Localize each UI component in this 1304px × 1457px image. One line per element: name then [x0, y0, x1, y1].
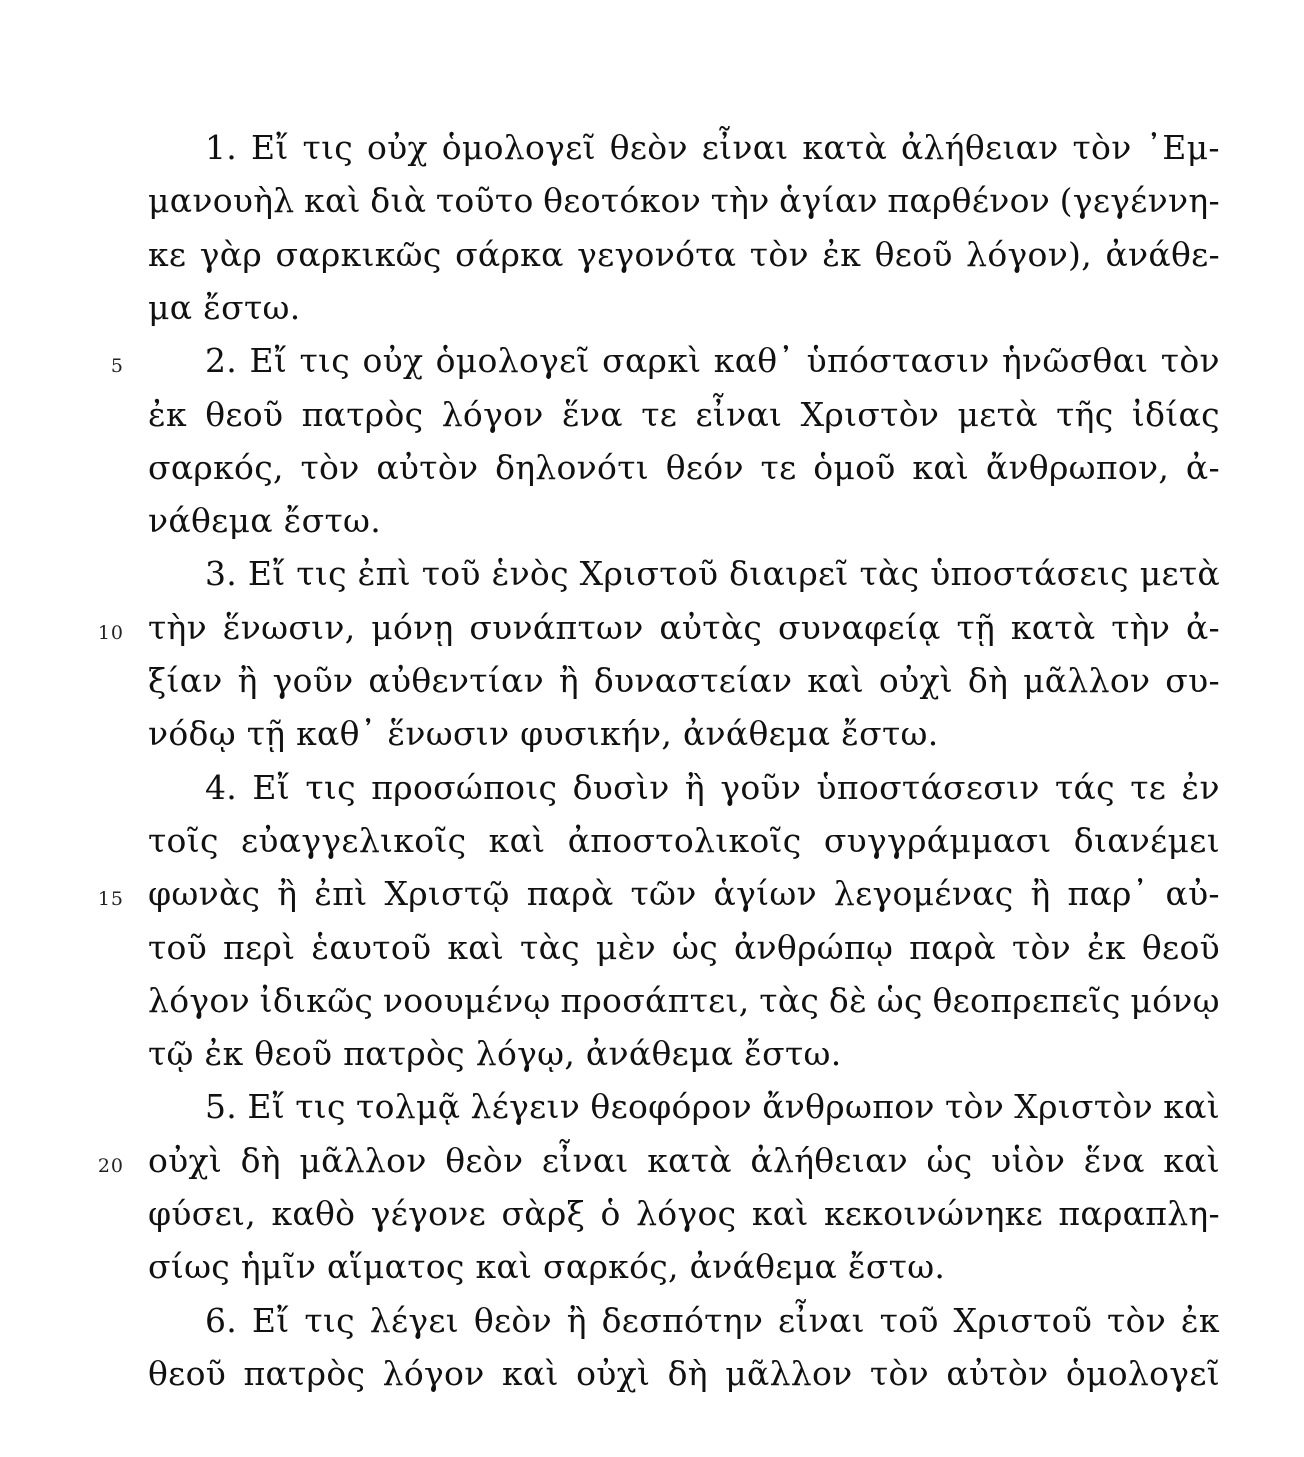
text-line: μα ἔστω. — [148, 287, 301, 327]
text-line: 2. Εἴ τις οὐχ ὁμολογεῖ σαρκὶ καθ᾿ ὑπόστασιν ἡνῶσθαι τὸν — [205, 341, 1220, 381]
text-line: ξίαν ἢ γοῦν αὐθεντίαν ἢ δυναστείαν καὶ οὐχὶ δὴ μᾶλλον συ- — [148, 661, 1220, 700]
text-line: 5. Εἴ τις τολμᾷ λέγειν θεοφόρον ἄνθρωπον τὸν Χριστὸν καὶ — [205, 1087, 1220, 1127]
text-line: τοῖς εὐαγγελικοῖς καὶ ἀποστολικοῖς συγγράμμασι διανέμει — [148, 820, 1220, 860]
text-line: οὐχὶ δὴ μᾶλλον θεὸν εἶναι κατὰ ἀλήθειαν ὡς υἱὸν ἕνα καὶ — [148, 1140, 1220, 1180]
text-line: φωνὰς ἢ ἐπὶ Χριστῷ παρὰ τῶν ἁγίων λεγομένας ἢ παρ᾿ αὐ- — [148, 874, 1220, 914]
text-line: κε γὰρ σαρκικῶς σάρκα γεγονότα τὸν ἐκ θεοῦ λόγον), ἀνάθε- — [148, 234, 1220, 274]
text-line: λόγον ἰδικῶς νοουμένῳ προσάπτει, τὰς δὲ ὡς θεοπρεπεῖς μόνῳ — [148, 980, 1220, 1020]
text-line: θεοῦ πατρὸς λόγον καὶ οὐχὶ δὴ μᾶλλον τὸν αὐτὸν ὁμολογεῖ — [148, 1353, 1220, 1393]
text-line: σίως ἡμῖν αἵματος καὶ σαρκός, ἀνάθεμα ἔστω. — [148, 1247, 946, 1287]
text-line: τὴν ἕνωσιν, μόνῃ συνάπτων αὐτὰς συναφείᾳ τῇ κατὰ τὴν ἀ- — [148, 607, 1220, 647]
text-line: ἐκ θεοῦ πατρὸς λόγον ἕνα τε εἶναι Χριστὸν μετὰ τῆς ἰδίας — [148, 394, 1220, 434]
line-number: 5 — [110, 355, 124, 378]
line-number: 20 — [97, 1154, 124, 1177]
text-line: 1. Εἴ τις οὐχ ὁμολογεῖ θεὸν εἶναι κατὰ ἀλήθειαν τὸν ᾿Εμ- — [205, 128, 1220, 167]
text-line: μανουὴλ καὶ διὰ τοῦτο θεοτόκον τὴν ἁγίαν παρθένον (γεγέννη- — [148, 181, 1220, 221]
text-line: τοῦ περὶ ἑαυτοῦ καὶ τὰς μὲν ὡς ἀνθρώπῳ παρὰ τὸν ἐκ θεοῦ — [148, 927, 1220, 967]
text-line: 3. Εἴ τις ἐπὶ τοῦ ἑνὸς Χριστοῦ διαιρεῖ τὰς ὑποστάσεις μετὰ — [205, 554, 1220, 594]
text-line: 6. Εἴ τις λέγει θεὸν ἢ δεσπότην εἶναι τοῦ Χριστοῦ τὸν ἐκ — [205, 1300, 1220, 1340]
text-line: νάθεμα ἔστω. — [148, 501, 382, 541]
line-number: 10 — [97, 621, 124, 644]
text-line: 4. Εἴ τις προσώποις δυσὶν ἢ γοῦν ὑποστάσεσιν τάς τε ἐν — [205, 767, 1220, 807]
text-line: σαρκός, τὸν αὐτὸν δηλονότι θεόν τε ὁμοῦ καὶ ἄνθρωπον, ἀ- — [148, 447, 1220, 487]
line-number: 15 — [97, 888, 124, 911]
text-line: φύσει, καθὸ γέγονε σὰρξ ὁ λόγος καὶ κεκοινώνηκε παραπλη- — [148, 1194, 1220, 1233]
text-line: νόδῳ τῇ καθ᾿ ἕνωσιν φυσικήν, ἀνάθεμα ἔστω. — [148, 714, 939, 754]
text-line: τῷ ἐκ θεοῦ πατρὸς λόγῳ, ἀνάθεμα ἔστω. — [148, 1034, 842, 1074]
